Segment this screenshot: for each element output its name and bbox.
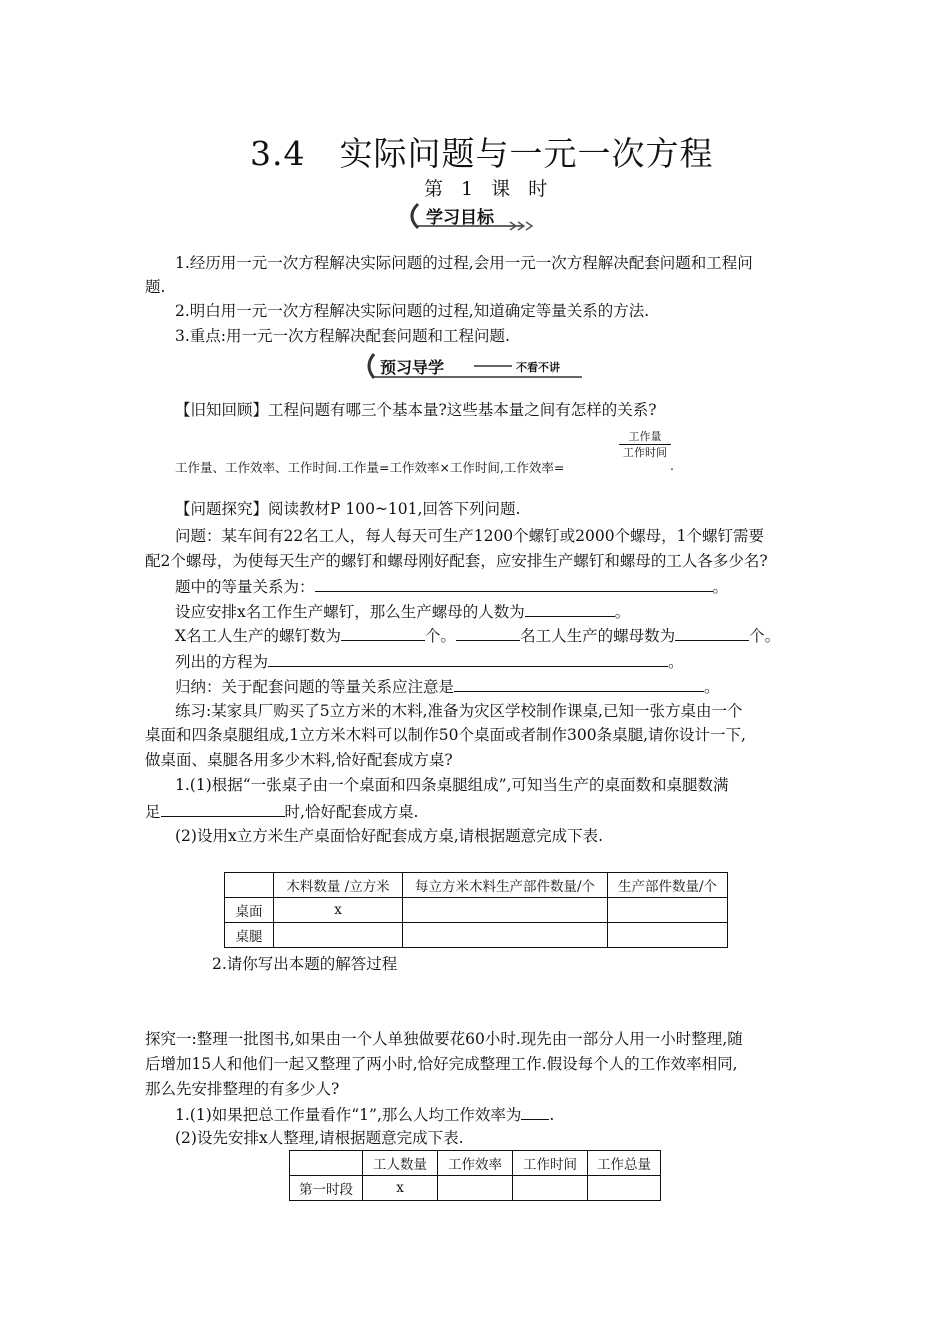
page-title: 3.4 实际问题与一元一次方程: [250, 134, 714, 173]
table-header-cell: 木料数量 /立方米: [274, 873, 403, 898]
table-header-row: [290, 1151, 661, 1176]
inquiry-q1-end: .: [549, 1106, 555, 1124]
practice-q1-post: 时,恰好配套成方桌.: [284, 803, 419, 821]
screws-label: X名工人生产的螺钉数为: [175, 627, 342, 645]
let-x-line: [175, 600, 630, 623]
practice-q1-pre: 足: [145, 803, 161, 821]
table-header-cell: 生产部件数量/个: [608, 873, 728, 898]
inquiry-q1-label: 1.(1)如果把总工作量看作“1”,那么人均工作效率为: [175, 1106, 522, 1124]
inquiry-table: [289, 1150, 661, 1201]
summary-end: 。: [704, 678, 720, 696]
screws-unit: 个。: [425, 627, 457, 645]
goal-3: 3.重点:用一元一次方程解决配套问题和工程问题.: [175, 327, 510, 345]
goal-1: 1.经历用一元一次方程解决实际问题的过程,会用一元一次方程解决配套问题和工程问: [175, 254, 753, 272]
fraction-denominator: 工作时间: [623, 446, 667, 459]
equation-end: 。: [668, 653, 684, 671]
practice-line-1: 练习:某家具厂购买了5立方米的木料,准备为灾区学校制作课桌,已知一张方桌由一个: [175, 702, 743, 720]
table-row: [225, 898, 728, 923]
table-cell[interactable]: [608, 898, 728, 923]
let-x-label: 设应安排x名工作生产螺钉，那么生产螺母的人数为: [175, 603, 525, 621]
table-header-cell: 每立方米木料生产部件数量/个: [403, 873, 608, 898]
practice-line-2: 桌面和四条桌腿组成,1立方米木料可以制作50个桌面或者制作300条桌腿,请你设计一下,: [145, 726, 746, 744]
table-header-cell: [290, 1151, 363, 1176]
equation-line: [175, 650, 684, 673]
practice-q1-cont: [145, 800, 418, 823]
nuts-label: 名工人生产的螺母数为: [520, 627, 676, 645]
fraction-numerator: 工作量: [619, 429, 671, 445]
table-header-cell: 工作时间: [513, 1151, 588, 1176]
practice-q1-blank[interactable]: [161, 800, 285, 817]
nuts-count-blank[interactable]: [675, 624, 749, 641]
preview-badge: [362, 350, 592, 382]
goals-badge-label: 学习目标: [426, 208, 494, 228]
inquiry-q1-line: [175, 1103, 554, 1126]
summary-label: 归纳：关于配套问题的等量关系应注意是: [175, 678, 455, 696]
table-cell[interactable]: [403, 923, 608, 948]
practice-q1: 1.(1)根据“一张桌子由一个桌面和四条桌腿组成”,可知当生产的桌面数和桌腿数满: [175, 776, 729, 794]
table-cell[interactable]: [274, 923, 403, 948]
summary-blank[interactable]: [454, 675, 704, 692]
explore-intro: 【问题探究】阅读教材P 100~101,回答下列问题.: [175, 500, 521, 518]
preview-badge-label: 预习导学: [380, 358, 445, 377]
nut-workers-blank[interactable]: [525, 600, 615, 617]
table-cell[interactable]: [608, 923, 728, 948]
fraction: [619, 429, 671, 460]
table-header-cell: 工人数量: [363, 1151, 438, 1176]
table-cell[interactable]: x: [274, 898, 403, 923]
screws-line: [175, 624, 780, 647]
explore-problem-a: 问题：某车间有22名工人，每人每天可生产1200个螺钉或2000个螺母，1个螺钉需要: [175, 527, 764, 545]
table-header-row: [225, 873, 728, 898]
explore-problem-b: 配2个螺母，为使每天生产的螺钉和螺母刚好配套，应安排生产螺钉和螺母的工人各多少名?: [145, 552, 768, 570]
table-cell[interactable]: [513, 1176, 588, 1201]
table-header-cell: 工作总量: [588, 1151, 661, 1176]
table-cell[interactable]: [438, 1176, 513, 1201]
table-cell[interactable]: [588, 1176, 661, 1201]
nuts-unit: 个。: [749, 627, 781, 645]
goal-1-cont: 题.: [145, 278, 166, 296]
eq-relation-end: 。: [712, 578, 729, 596]
table-row: [225, 923, 728, 948]
screws-count-blank[interactable]: [341, 624, 425, 641]
let-x-end: 。: [614, 603, 631, 621]
table-cell[interactable]: [403, 898, 608, 923]
goal-2: 2.明白用一元一次方程解决实际问题的过程,知道确定等量关系的方法.: [175, 302, 650, 320]
table-header-cell: 工作效率: [438, 1151, 513, 1176]
inquiry-line-1: 探究一:整理一批图书,如果由一个人单独做要花60小时.现先由一部分人用一小时整理,随: [145, 1030, 743, 1048]
equation-blank[interactable]: [268, 650, 668, 667]
eq-relation-line: [175, 575, 728, 598]
goals-badge: [404, 200, 544, 232]
table-cell: 桌面: [225, 898, 274, 923]
table-row: [290, 1176, 661, 1201]
inquiry-line-3: 那么先安排整理的有多少人?: [145, 1080, 340, 1098]
inquiry-line-2: 后增加15人和他们一起又整理了两小时,恰好完成整理工作.假设每个人的工作效率相同,: [145, 1055, 738, 1073]
lesson-subtitle: 第 1 课 时: [424, 178, 554, 200]
inquiry-q1-blank[interactable]: [521, 1103, 549, 1120]
practice-line-3: 做桌面、桌腿各用多少木料,恰好配套成方桌?: [145, 751, 453, 769]
table-header-cell: [225, 873, 274, 898]
table-cell: 桌腿: [225, 923, 274, 948]
summary-line: [175, 675, 720, 698]
practice-q2: (2)设用x立方米生产桌面恰好配套成方桌,请根据题意完成下表.: [175, 827, 604, 845]
table-cell: 第一时段: [290, 1176, 363, 1201]
review-answer-end: .: [670, 458, 674, 473]
equation-label: 列出的方程为: [175, 653, 269, 671]
inquiry-q2: (2)设先安排x人整理,请根据题意完成下表.: [175, 1129, 464, 1147]
preview-badge-suffix: 不看不讲: [516, 361, 560, 374]
table-cell[interactable]: x: [363, 1176, 438, 1201]
practice-table: [224, 872, 728, 948]
practice-q3: 2.请你写出本题的解答过程: [212, 955, 398, 973]
eq-relation-label: 题中的等量关系为：: [175, 578, 315, 596]
review-answer: 工作量、工作效率、工作时间.工作量=工作效率×工作时间,工作效率=: [175, 460, 565, 475]
nut-worker-count-blank[interactable]: [456, 624, 520, 641]
review-question: 【旧知回顾】工程问题有哪三个基本量?这些基本量之间有怎样的关系?: [175, 401, 657, 419]
eq-relation-blank[interactable]: [315, 575, 713, 592]
